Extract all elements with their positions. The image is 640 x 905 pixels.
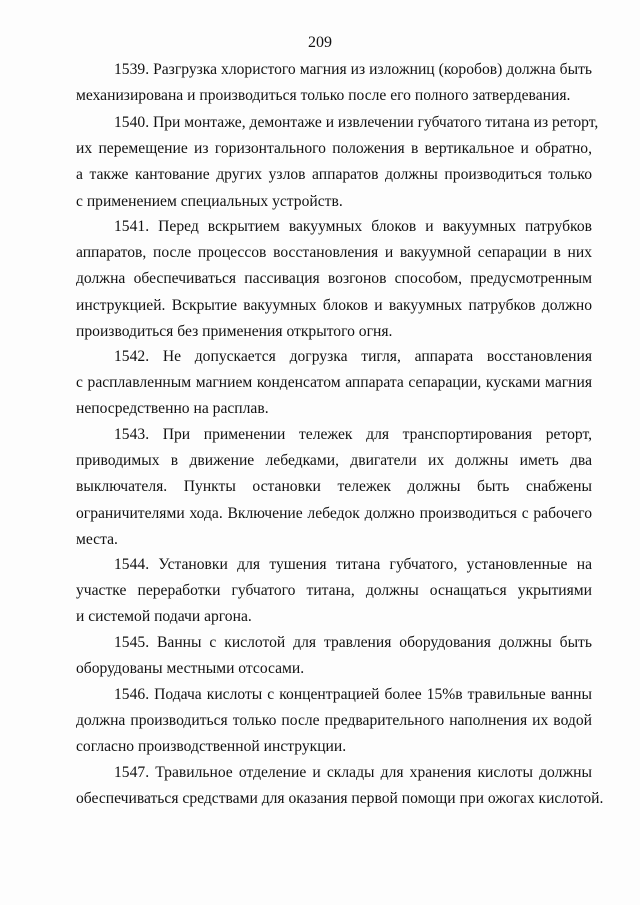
paragraph-line: а также кантование других узлов аппаратов должны производиться только: [76, 166, 592, 184]
paragraph-1540: [76, 110, 599, 215]
paragraph-line: 1541. Перед вскрытием вакуумных блоков и вакуумных патрубков: [114, 218, 592, 235]
paragraph-line: места.: [76, 530, 118, 548]
paragraph-line: 1544. Установки для тушения титана губчатого, установленные на: [114, 556, 592, 573]
paragraph-line: с расплавленным магнием конденсатом аппарата сепарации, кусками магния: [76, 374, 592, 392]
paragraph-line: непосредственно на расплав.: [76, 400, 269, 418]
paragraph-line: с применением специальных устройств.: [76, 192, 343, 210]
page-number: 209: [308, 34, 332, 51]
paragraph-line: 1542. Не допускается догрузка тигля, аппарата восстановления: [114, 348, 592, 365]
paragraph-line: 1546. Подача кислоты с концентрацией более 15%в травильные ванны: [114, 686, 592, 703]
paragraph-line: аппаратов, после процессов восстановления и вакуумной сепарации в них: [76, 244, 592, 262]
paragraph-line: оборудованы местными отсосами.: [76, 660, 305, 678]
paragraph-line: приводимых в движение лебедками, двигатели их должны иметь два: [76, 452, 592, 470]
paragraph-line: должна обеспечиваться пассивация возгонов способом, предусмотренным: [76, 270, 592, 288]
paragraph-line: выключателя. Пункты остановки тележек должны быть снабжены: [76, 478, 592, 496]
paragraph-line: обеспечиваться средствами для оказания первой помощи при ожогах кислотой.: [76, 790, 604, 808]
paragraph-line: 1539. Разгрузка хлористого магния из изложниц (коробов) должна быть: [114, 61, 592, 78]
paragraph-1547: [76, 760, 604, 812]
paragraph-line: производиться без применения открытого огня.: [76, 322, 393, 340]
paragraph-line: 1540. При монтаже, демонтаже и извлечении губчатого титана из реторт,: [114, 114, 599, 131]
paragraph-line: 1545. Ванны с кислотой для травления оборудования должны быть: [114, 634, 592, 651]
paragraph-1544: [76, 552, 592, 631]
paragraph-line: участке переработки губчатого титана, должны оснащаться укрытиями: [76, 582, 592, 600]
paragraph-line: инструкцией. Вскрытие вакуумных блоков и вакуумных патрубков должно: [76, 296, 592, 314]
paragraph-1541: [76, 214, 592, 345]
paragraph-1545: [76, 630, 592, 682]
paragraph-1543: [76, 422, 592, 553]
paragraph-line: должна производиться только после предварительного наполнения их водой: [76, 712, 592, 730]
paragraph-line: 1543. При применении тележек для транспортирования реторт,: [114, 426, 592, 443]
paragraph-line: механизирована и производиться только после его полного затвердевания.: [76, 87, 571, 105]
paragraph-line: ограничителями хода. Включение лебедок должно производиться с рабочего: [76, 504, 592, 522]
paragraph-line: согласно производственной инструкции.: [76, 738, 347, 756]
paragraph-line: их перемещение из горизонтального положения в вертикальное и обратно,: [76, 140, 592, 158]
paragraph-1546: [76, 682, 592, 761]
paragraph-line: и системой подачи аргона.: [76, 608, 252, 626]
paragraph-1542: [76, 344, 592, 423]
paragraph-line: 1547. Травильное отделение и склады для хранения кислоты должны: [114, 764, 592, 781]
paragraph-1539: [76, 57, 592, 109]
